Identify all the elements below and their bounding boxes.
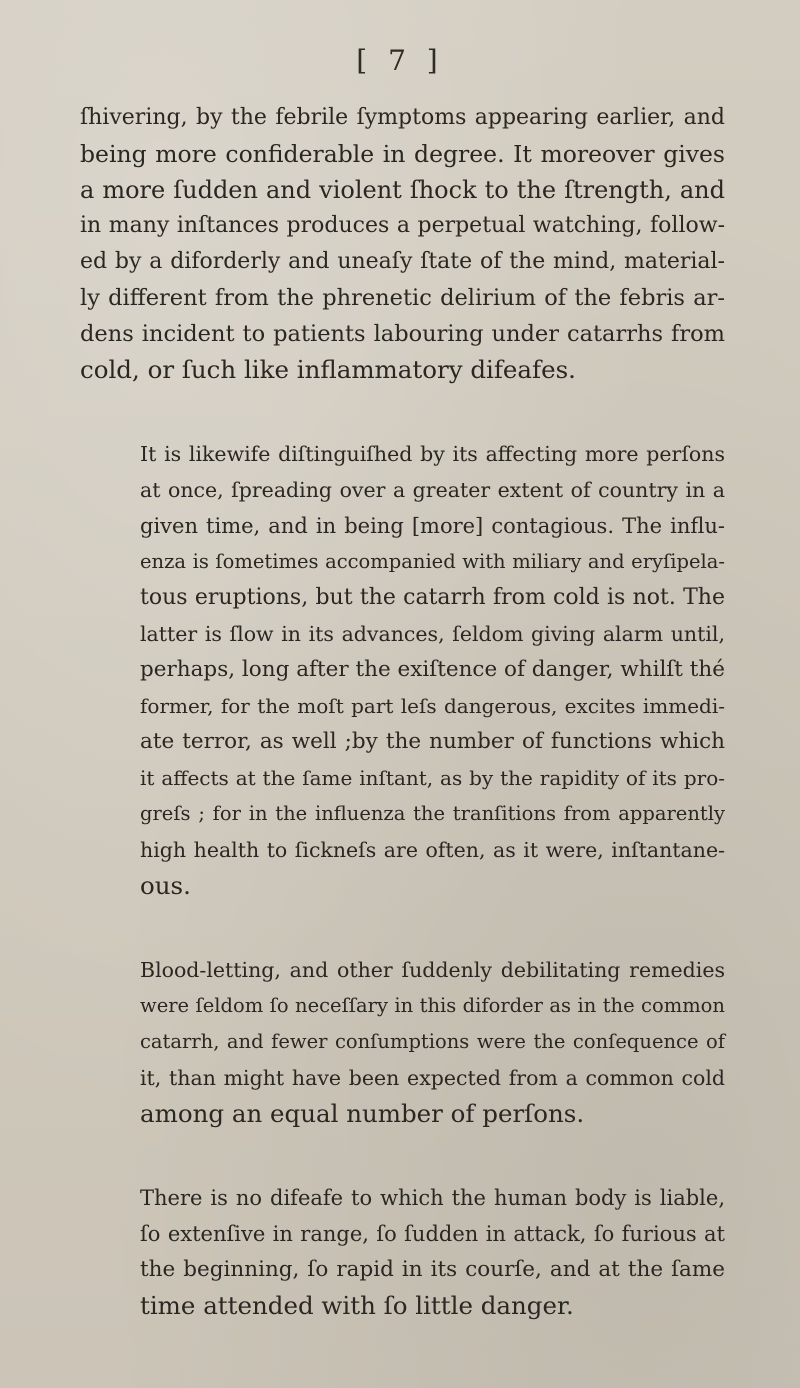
text-line: ſhivering, by the febrile ſymptoms appearing earlier, and (80, 105, 725, 130)
paragraph-3 (80, 952, 725, 1132)
text-line: being more confiderable in degree. It moreover gives (80, 140, 725, 168)
text-line: it affects at the ſame inſtant, as by the rapidity of its pro- (140, 766, 725, 790)
text-line: Blood-letting, and other ſuddenly debilitating remedies (140, 958, 725, 982)
page-number: [ 7 ] (356, 44, 444, 77)
text-line: it, than might have been expected from a common cold (140, 1066, 725, 1090)
text-line: There is no difeafe to which the human body is liable, (140, 1186, 725, 1210)
text-line: time attended with ſo little danger. (140, 1291, 574, 1320)
text-line: in many inſtances produces a perpetual watching, follow- (80, 213, 725, 238)
text-line: the beginning, ſo rapid in its courſe, and at the ſame (140, 1257, 725, 1282)
text-line: dens incident to patients labouring under catarrhs from (80, 321, 725, 347)
text-line: perhaps, long after the exiſtence of danger, whilſt thé (140, 657, 725, 682)
text-line: were ſeldom ſo neceſſary in this diforder as in the common (140, 994, 725, 1017)
paragraph-4 (80, 1180, 725, 1324)
text-line: ed by a diforderly and uneaſy ſtate of the mind, material- (80, 249, 725, 274)
text-line: ſo extenſive in range, ſo ſudden in attack, ſo furious at (140, 1222, 725, 1246)
text-line: ous. (140, 871, 191, 900)
text-line: catarrh, and fewer conſumptions were the conſequence of (140, 1030, 725, 1053)
text-line: cold, or ſuch like inflammatory difeafes. (80, 355, 576, 384)
text-line: ate terror, as well ;by the number of functions which (140, 729, 725, 754)
text-line: at once, ſpreading over a greater extent of country in a (140, 478, 725, 502)
text-line: greſs ; for in the influenza the tranſitions from apparently (140, 802, 725, 825)
text-line: given time, and in being [more] contagious. The influ- (140, 514, 725, 538)
paragraph-1 (80, 100, 725, 388)
text-line: former, for the moſt part leſs dangerous, excites immedi- (140, 694, 725, 718)
text-line: enza is ſometimes accompanied with miliary and eryſipela- (140, 550, 725, 573)
text-line: ly different from the phrenetic delirium of the febris ar- (80, 285, 725, 311)
text-line: It is likewife diſtinguiſhed by its affecting more perſons (140, 442, 725, 466)
text-line: high health to ſickneſs are often, as it were, inſtantane- (140, 838, 725, 862)
text-line: a more ſudden and violent ſhock to the ſtrength, and (80, 176, 725, 204)
text-line: among an equal number of perſons. (140, 1099, 585, 1128)
paragraph-2 (80, 436, 725, 904)
text-line: tous eruptions, but the catarrh from cold is not. The (140, 585, 725, 610)
text-line: latter is ſlow in its advances, ſeldom giving alarm until, (140, 622, 725, 646)
text-column (80, 100, 725, 1324)
